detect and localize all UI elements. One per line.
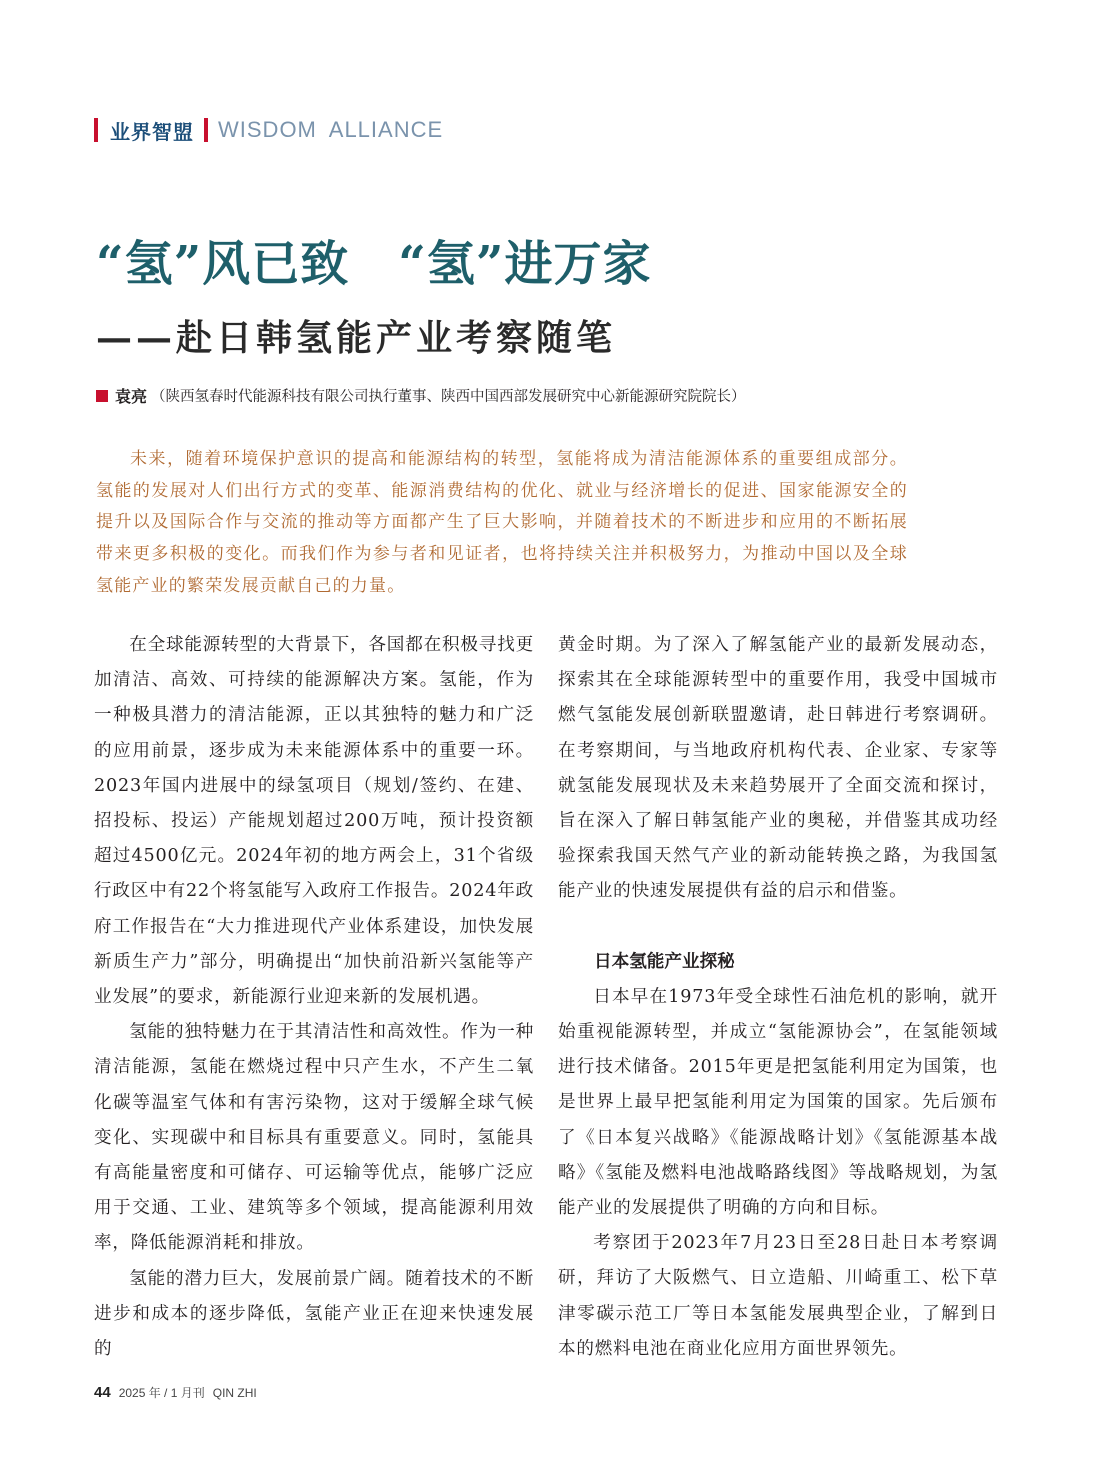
section-label-cn: 业界智盟 <box>110 119 194 144</box>
author-name: 袁亮 <box>115 387 148 406</box>
body-column-left <box>94 628 534 1367</box>
issue-date: 2025 年 / 1 月刊 <box>118 1386 205 1400</box>
page-footer <box>94 1384 257 1401</box>
body-paragraph: 考察团于2023年7月23日至28日赴日本考察调研，拜访了大阪燃气、日立造船、川崎重工、松下草津零碳示范工厂等日本氢能发展典型企业，了解到日本的燃料电池在商业化应用方面世界领先。 <box>558 1233 998 1359</box>
author-marker-square <box>96 390 108 402</box>
page-number: 44 <box>94 1384 111 1401</box>
magazine-name: QIN ZHI <box>212 1386 257 1400</box>
body-paragraph: 在全球能源转型的大背景下，各国都在积极寻找更加清洁、高效、可持续的能源解决方案。氢能，作为一种极具潜力的清洁能源，正以其独特的魅力和广泛的应用前景，逐步成为未来能源体系中的重要一环。2023年国内进展中的绿氢项目（规划/签约、在建、招投标、投运）产能规划超过200万吨，预计投资额超过4500亿元。2024年初的地方两会上，31个省级行政区中有22个将氢能写入政府工作报告。2024年政府工作报告在“大力推进现代产业体系建设，加快发展新质生产力”部分，明确提出“加快前沿新兴氢能等产业发展”的要求，新能源行业迎来新的发展机遇。 <box>94 635 534 1008</box>
section-spacer <box>558 910 998 945</box>
section-marker-bar <box>94 118 98 142</box>
author-line <box>96 384 746 407</box>
body-paragraph-continued: 黄金时期。为了深入了解氢能产业的最新发展动态，探索其在全球能源转型中的重要作用，我受中国城市燃气氢能发展创新联盟邀请，赴日韩进行考察调研。在考察期间，与当地政府机构代表、企业家、专家等就氢能发展现状及未来趋势展开了全面交流和探讨，旨在深入了解日韩氢能产业的奥秘，并借鉴其成功经验探索我国天然气产业的新动能转换之路，为我国氢能产业的快速发展提供有益的启示和借鉴。 <box>558 635 998 902</box>
section-header <box>94 114 443 146</box>
body-column-right <box>558 628 998 1367</box>
section-divider-bar <box>204 118 208 142</box>
author-affiliation: （陕西氢春时代能源科技有限公司执行董事、陕西中国西部发展研究中心新能源研究院院长） <box>151 389 746 405</box>
article-abstract: 未来，随着环境保护意识的提高和能源结构的转型，氢能将成为清洁能源体系的重要组成部分。氢能的发展对人们出行方式的变革、能源消费结构的优化、就业与经济增长的促进、国家能源安全的提升以及国际合作与交流的推动等方面都产生了巨大影响，并随着技术的不断进步和应用的不断拓展带来更多积极的变化。而我们作为参与者和见证者，也将持续关注并积极努力，为推动中国以及全球氢能产业的繁荣发展贡献自己的力量。 <box>96 449 908 596</box>
article-title: “氢”风已致 “氢”进万家 <box>96 236 652 292</box>
body-paragraph: 日本早在1973年受全球性石油危机的影响，就开始重视能源转型，并成立“氢能源协会”，在氢能领域进行技术储备。2015年更是把氢能利用定为国策，也是世界上最早把氢能利用定为国策的国家。先后颁布了《日本复兴战略》《能源战略计划》《氢能源基本战略》《氢能及燃料电池战略路线图》等战略规划，为氢能产业的发展提供了明确的方向和目标。 <box>558 986 998 1219</box>
body-paragraph: 氢能的独特魅力在于其清洁性和高效性。作为一种清洁能源，氢能在燃烧过程中只产生水，不产生二氧化碳等温室气体和有害污染物，这对于缓解全球气候变化、实现碳中和目标具有重要意义。同时，氢能具有高能量密度和可储存、可运输等优点，能够广泛应用于交通、工业、建筑等多个领域，提高能源利用效率，降低能源消耗和排放。 <box>94 1022 534 1254</box>
article-subtitle: ——赴日韩氢能产业考察随笔 <box>96 317 617 359</box>
body-paragraph: 氢能的潜力巨大，发展前景广阔。随着技术的不断进步和成本的逐步降低，氢能产业正在迎来快速发展的 <box>94 1268 534 1360</box>
section-label-en: WISDOM ALLIANCE <box>218 117 444 142</box>
section-heading: 日本氢能产业探秘 <box>594 951 735 972</box>
